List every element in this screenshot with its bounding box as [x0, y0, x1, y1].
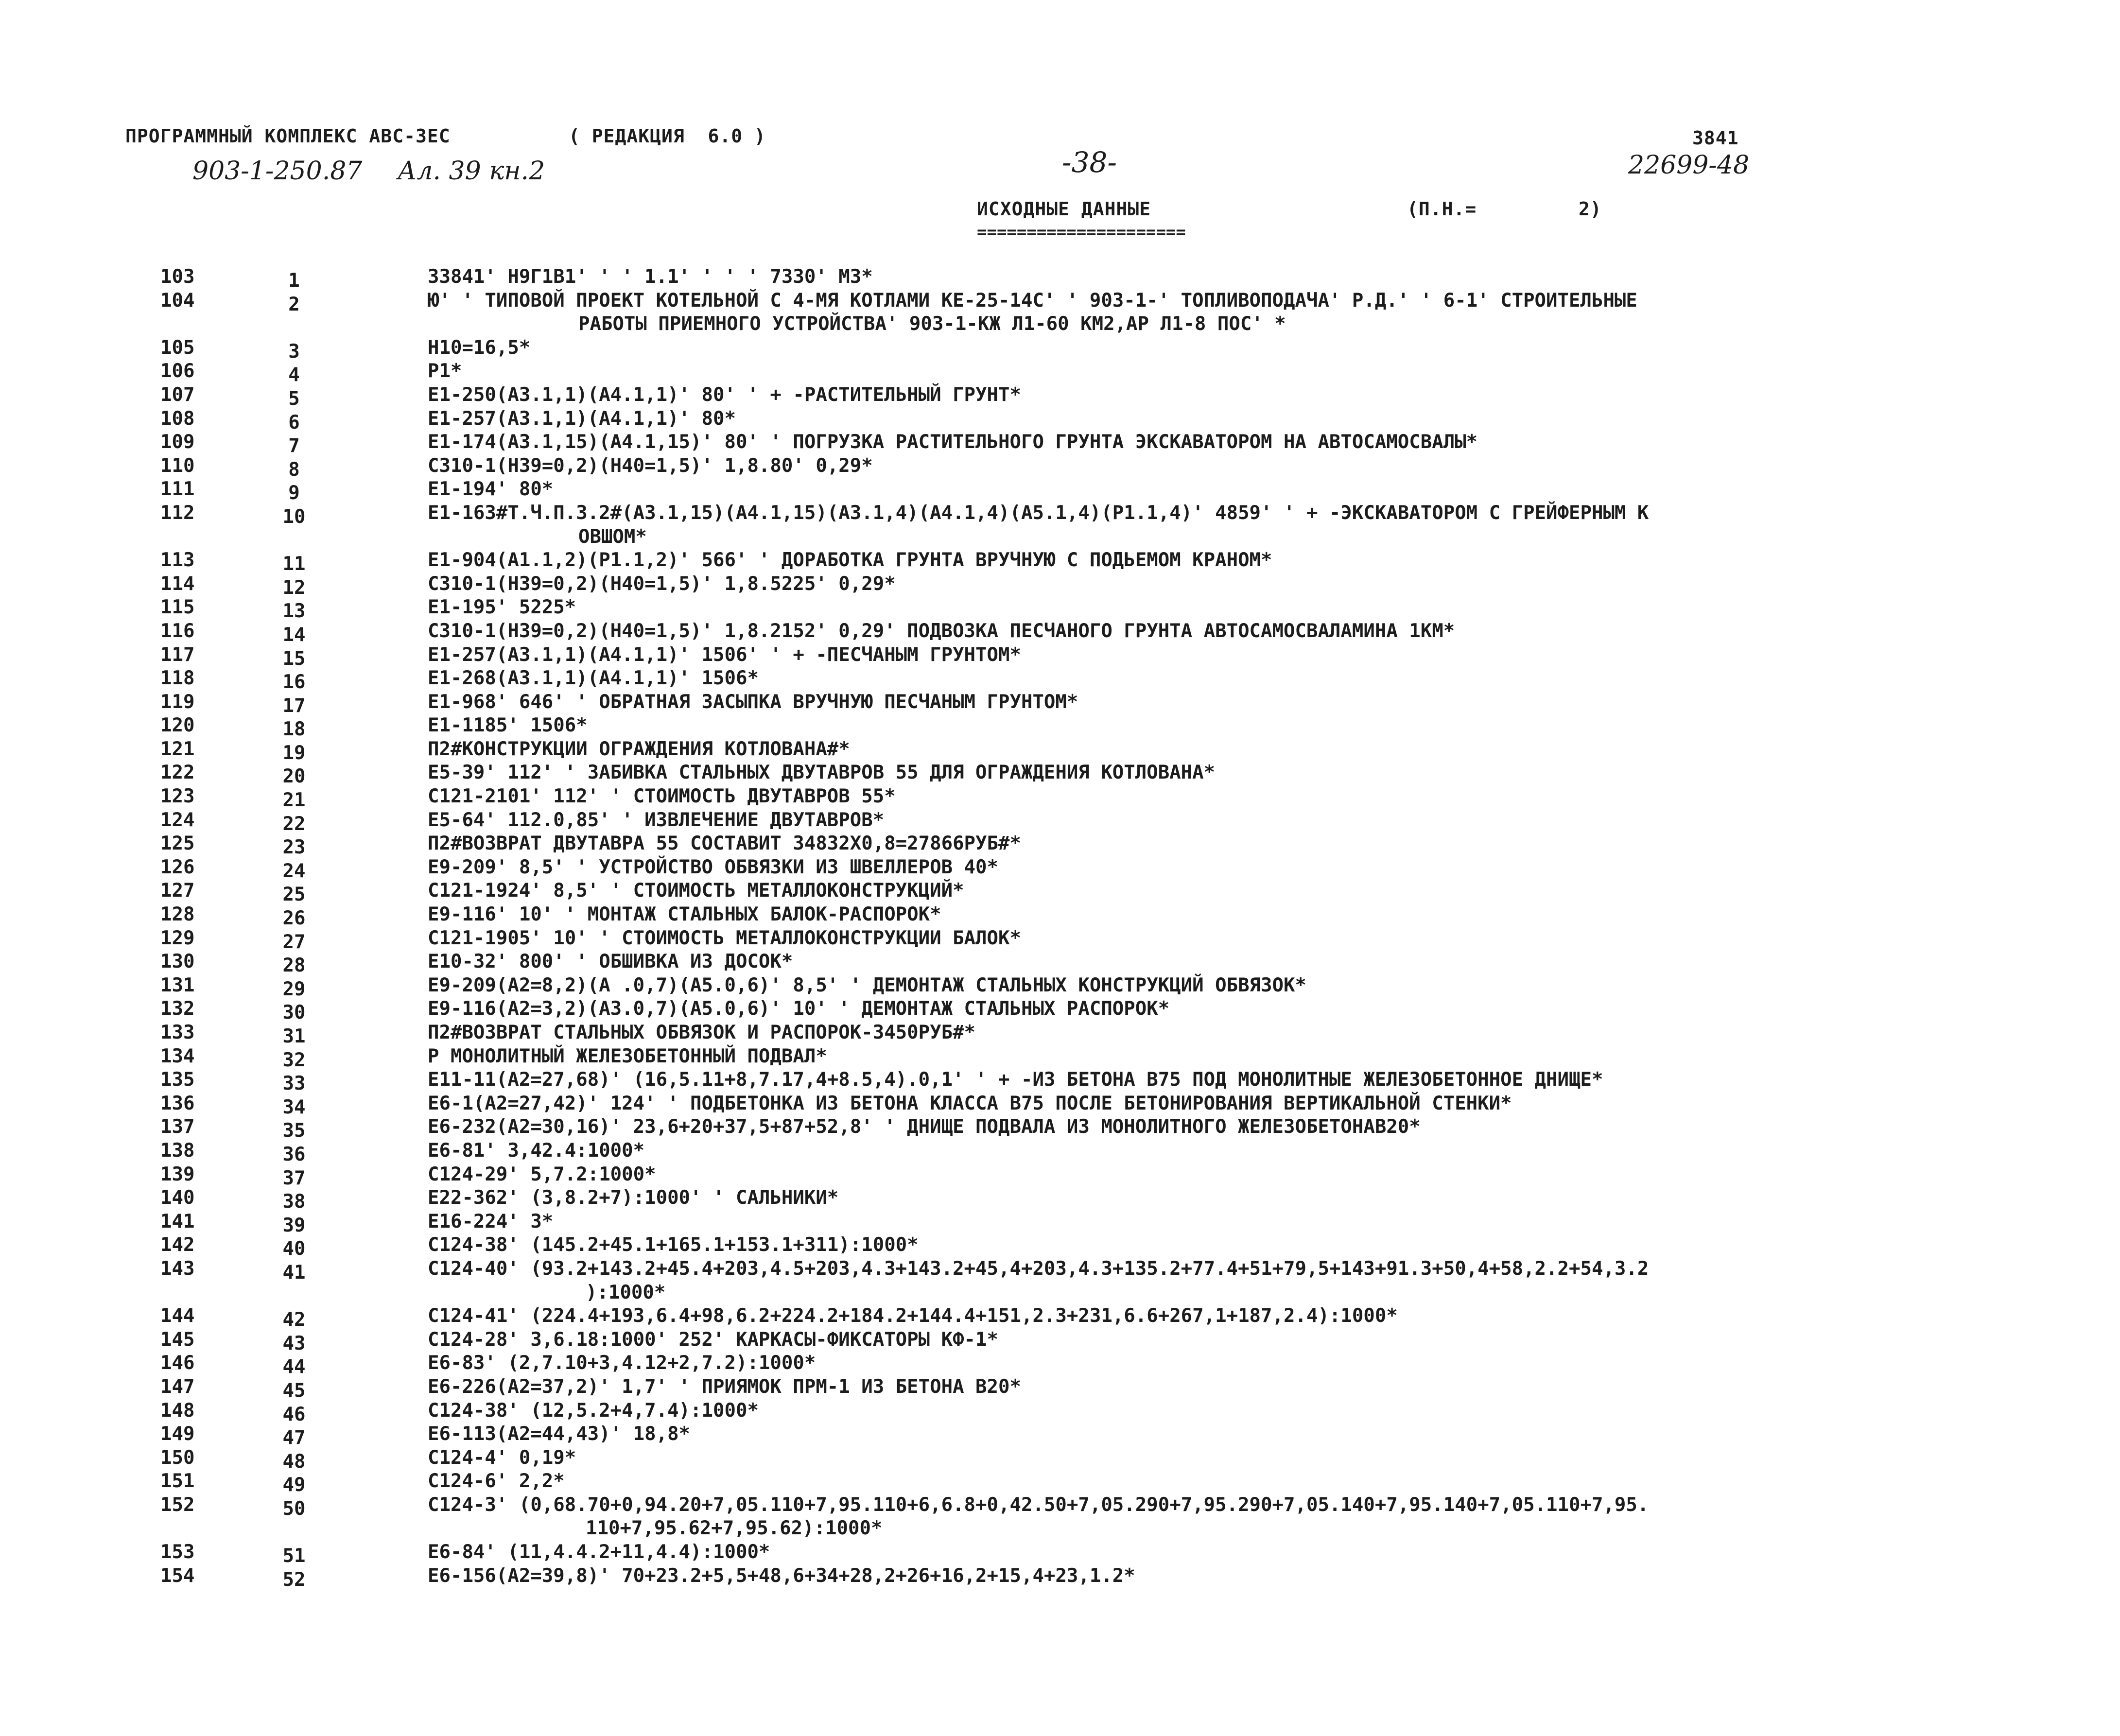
row-sequence-number: 141 [160, 1210, 195, 1233]
row-text: Е1-250(А3.1,1)(А4.1,1)' 80' ' + -РАСТИТЕЛЬНЫЙ ГРУНТ* [428, 383, 1021, 406]
row-text: Е1-163#Т.Ч.П.3.2#(А3.1,15)(А4.1,15)(А3.1,4)(А4.1,4)(А5.1,4)(Р1.1,4)' 4859' ' + -ЭКСКАВАТОРОМ С ГРЕЙФЕРНЫМ К [428, 502, 1649, 524]
listing-row [160, 1564, 2080, 1591]
row-line-number: 36 [282, 1143, 306, 1165]
row-sequence-number: 140 [160, 1187, 195, 1209]
listing-row [160, 903, 2080, 930]
listing-row [160, 1092, 2080, 1116]
row-sequence-number: 154 [160, 1564, 195, 1587]
row-sequence-number: 128 [160, 903, 195, 926]
row-sequence-number: 119 [160, 691, 195, 713]
row-text: С124-40' (93.2+143.2+45.4+203,4.5+203,4.3+143.2+45,4+203,4.3+135.2+77.4+51+79,5+143+91.3+50,4+58,2.2+54,3.2 [428, 1257, 1649, 1280]
row-text: Е5-39' 112' ' ЗАБИВКА СТАЛЬНЫХ ДВУТАВРОВ 55 ДЛЯ ОГРАЖДЕНИЯ КОТЛОВАНА* [428, 762, 1216, 784]
row-text: Е11-11(А2=27,68)' (16,5.11+8,7.17,4+8.5,4).0,1' ' + -ИЗ БЕТОНА В75 ПОД МОНОЛИТНЫЕ ЖЕЛЕЗОБЕТОННОЕ ДНИЩЕ* [428, 1069, 1603, 1091]
row-line-number: 14 [282, 624, 306, 646]
listing-row [160, 1021, 2080, 1045]
row-text: Е1-257(А3.1,1)(А4.1,1)' 1506' ' + -ПЕСЧАНЫМ ГРУНТОМ* [428, 643, 1021, 666]
listing-row [160, 856, 2080, 880]
page-number: 3841 [1692, 127, 1739, 149]
row-line-number: 25 [282, 884, 306, 906]
row-line-number: 50 [282, 1497, 306, 1520]
row-line-number: 15 [282, 647, 306, 670]
row-sequence-number: 124 [160, 809, 195, 831]
row-sequence-number: 135 [160, 1069, 195, 1091]
listing-row [160, 1045, 2080, 1069]
row-text: Е1-904(А1.1,2)(Р1.1,2)' 566' ' ДОРАБОТКА ГРУНТА ВРУЧНУЮ С ПОДЬЕМОМ КРАНОМ* [428, 549, 1272, 572]
listing-row [160, 761, 2080, 788]
row-line-number: 12 [282, 576, 306, 599]
row-sequence-number: 111 [160, 478, 195, 501]
listing-row [160, 478, 2080, 502]
row-line-number: 20 [282, 765, 306, 788]
row-sequence-number: 151 [160, 1470, 195, 1493]
row-sequence-number: 110 [160, 454, 195, 477]
row-sequence-number: 143 [160, 1257, 195, 1280]
row-line-number: 34 [282, 1096, 306, 1118]
row-text: П2#КОНСТРУКЦИИ ОГРАЖДЕНИЯ КОТЛОВАНА#* [428, 738, 850, 760]
listing-row [160, 1375, 2080, 1402]
row-text: С121-1905' 10' ' СТОИМОСТЬ МЕТАЛЛОКОНСТРУКЦИИ БАЛОК* [428, 927, 1021, 949]
listing-row [160, 667, 2080, 694]
row-text: С124-41' (224.4+193,6.4+98,6.2+224.2+184.2+144.4+151,2.3+231,6.6+267,1+187,2.4):1000* [428, 1305, 1398, 1327]
row-text: С121-1924' 8,5' ' СТОИМОСТЬ МЕТАЛЛОКОНСТРУКЦИЙ* [428, 880, 964, 902]
row-text: Е6-83' (2,7.10+3,4.12+2,7.2):1000* [428, 1352, 816, 1374]
row-text: Е6-113(А2=44,43)' 18,8* [428, 1423, 691, 1445]
handwritten-project-code: 903-1-250.87 [192, 156, 363, 186]
row-text: Е1-1185' 1506* [428, 714, 588, 737]
listing-row [160, 1352, 2080, 1378]
listing-row [160, 1068, 2080, 1095]
row-line-number: 22 [282, 813, 306, 835]
row-sequence-number: 116 [160, 620, 195, 642]
row-sequence-number: 109 [160, 431, 195, 453]
row-line-number: 46 [282, 1403, 306, 1425]
row-sequence-number: 127 [160, 880, 195, 902]
row-line-number: 44 [282, 1356, 306, 1378]
listing-row [160, 265, 2080, 292]
row-line-number: 18 [282, 718, 306, 741]
row-sequence-number: 104 [160, 289, 195, 312]
row-text: Е6-156(А2=39,8)' 70+23.2+5,5+48,6+34+28,2+26+16,2+15,4+23,1.2* [428, 1564, 1135, 1587]
row-line-number: 7 [288, 435, 300, 457]
row-sequence-number: 120 [160, 714, 195, 737]
row-line-number: 1 [288, 270, 300, 292]
row-line-number: 9 [288, 482, 300, 504]
listing-row [160, 974, 2080, 998]
row-text: П2#ВОЗВРАТ ДВУТАВРА 55 СОСТАВИТ 34832Х0,8=27866РУБ#* [428, 833, 1021, 855]
row-text: Е6-84' (11,4.4.2+11,4.4):1000* [428, 1541, 770, 1563]
row-text: Е10-32' 800' ' ОБШИВКА ИЗ ДОСОК* [428, 951, 793, 973]
row-sequence-number: 152 [160, 1493, 195, 1516]
listing-row [160, 1470, 2080, 1496]
listing-row [160, 1115, 2080, 1142]
row-sequence-number: 130 [160, 951, 195, 973]
row-text: С124-6' 2,2* [428, 1470, 565, 1493]
row-sequence-number: 145 [160, 1328, 195, 1351]
row-sequence-number: 117 [160, 643, 195, 666]
row-text: С124-38' (12,5.2+4,7.4):1000* [428, 1399, 759, 1422]
row-line-number: 23 [282, 836, 306, 859]
row-line-number: 38 [282, 1191, 306, 1213]
listing-row [160, 714, 2080, 741]
row-line-number: 52 [282, 1568, 306, 1591]
listing-row [160, 454, 2080, 481]
row-sequence-number: 118 [160, 667, 195, 690]
row-sequence-number: 150 [160, 1446, 195, 1469]
row-text: Е22-362' (3,8.2+7):1000' ' САЛЬНИКИ* [428, 1187, 839, 1209]
row-sequence-number: 146 [160, 1352, 195, 1374]
row-line-number: 48 [282, 1450, 306, 1473]
row-text: С121-2101' 112' ' СТОИМОСТЬ ДВУТАВРОВ 55* [428, 785, 896, 808]
listing-row [160, 1328, 2080, 1352]
listing-row [160, 950, 2080, 977]
listing-row [160, 1423, 2080, 1449]
row-line-number: 3 [288, 340, 300, 363]
row-text: Е6-226(А2=37,2)' 1,7' ' ПРИЯМОК ПРМ-1 ИЗ БЕТОНА В20* [428, 1375, 1021, 1398]
row-sequence-number: 126 [160, 856, 195, 878]
handwritten-right-code: 22699-48 [1628, 151, 1750, 180]
row-sequence-number: 138 [160, 1139, 195, 1162]
edition-label: ( РЕДАКЦИЯ 6.0 ) [569, 125, 766, 147]
row-sequence-number: 142 [160, 1234, 195, 1256]
row-continuation: 110+7,95.62+7,95.62):1000* [586, 1517, 883, 1540]
row-text: Е9-116' 10' ' МОНТАЖ СТАЛЬНЫХ БАЛОК-РАСПОРОК* [428, 903, 941, 926]
row-sequence-number: 153 [160, 1541, 195, 1563]
program-name: ПРОГРАММНЫЙ КОМПЛЕКС АВС-3ЕС [125, 125, 451, 147]
row-text: Е1-257(А3.1,1)(А4.1,1)' 80* [428, 407, 736, 430]
row-sequence-number: 121 [160, 738, 195, 760]
row-text: Е1-968' 646' ' ОБРАТНАЯ ЗАСЫПКА ВРУЧНУЮ ПЕСЧАНЫМ ГРУНТОМ* [428, 691, 1078, 713]
row-line-number: 16 [282, 671, 306, 694]
row-sequence-number: 114 [160, 573, 195, 595]
row-text: С310-1(Н39=0,2)(Н40=1,5)' 1,8.80' 0,29* [428, 454, 873, 477]
row-line-number: 29 [282, 978, 306, 1000]
row-line-number: 35 [282, 1120, 306, 1142]
row-sequence-number: 105 [160, 336, 195, 359]
row-text: С124-38' (145.2+45.1+165.1+153.1+311):1000* [428, 1234, 919, 1256]
row-line-number: 11 [282, 553, 306, 575]
row-text: Е6-1(А2=27,42)' 124' ' ПОДБЕТОНКА ИЗ БЕТОНА КЛАССА В75 ПОСЛЕ БЕТОНИРОВАНИЯ ВЕРТИКАЛЬНОЙ СТЕНКИ* [428, 1092, 1512, 1114]
document-title: ИСХОДНЫЕ ДАННЫЕ [977, 198, 1151, 220]
listing-row [160, 1163, 2080, 1187]
row-line-number: 6 [288, 411, 300, 434]
row-sequence-number: 132 [160, 998, 195, 1020]
row-line-number: 33 [282, 1073, 306, 1095]
row-sequence-number: 139 [160, 1163, 195, 1185]
row-sequence-number: 108 [160, 407, 195, 430]
row-line-number: 45 [282, 1379, 306, 1402]
listing-row [160, 549, 2080, 573]
row-sequence-number: 113 [160, 549, 195, 572]
page-center-number: -38- [1062, 146, 1117, 179]
row-sequence-number: 149 [160, 1423, 195, 1445]
row-sequence-number: 131 [160, 974, 195, 996]
row-text: С124-4' 0,19* [428, 1446, 576, 1469]
row-text: Е1-194' 80* [428, 478, 554, 501]
listing-row [160, 360, 2080, 386]
row-line-number: 40 [282, 1238, 306, 1260]
row-text: Е1-174(А3.1,15)(А4.1,15)' 80' ' ПОГРУЗКА РАСТИТЕЛЬНОГО ГРУНТА ЭКСКАВАТОРОМ НА АВТОСАМОСВАЛЫ* [428, 431, 1478, 453]
row-sequence-number: 112 [160, 502, 195, 524]
row-line-number: 17 [282, 694, 306, 717]
listing-row [160, 431, 2080, 457]
row-continuation: ОВШОМ* [578, 525, 647, 548]
row-sequence-number: 133 [160, 1022, 195, 1043]
row-text: С124-29' 5,7.2:1000* [428, 1163, 656, 1185]
row-line-number: 24 [282, 860, 306, 882]
listing-row [160, 1139, 2080, 1163]
listing-row [160, 927, 2080, 951]
pn-label: (П.Н.= [1407, 198, 1477, 220]
listing-row [160, 1304, 2080, 1331]
row-text: Н10=16,5* [428, 336, 531, 359]
row-text: Е6-232(А2=30,16)' 23,6+20+37,5+87+52,8' ' ДНИЩЕ ПОДВАЛА ИЗ МОНОЛИТНОГО ЖЕЛЕЗОБЕТОНАВ20* [428, 1116, 1421, 1138]
listing-row [160, 879, 2080, 906]
row-text: П2#ВОЗВРАТ СТАЛЬНЫХ ОБВЯЗОК И РАСПОРОК-3450РУБ#* [428, 1022, 976, 1043]
row-sequence-number: 129 [160, 927, 195, 949]
row-sequence-number: 125 [160, 833, 195, 855]
row-line-number: 8 [288, 458, 300, 481]
row-text: Е9-116(А2=3,2)(А3.0,7)(А5.0,6)' 10' ' ДЕМОНТАЖ СТАЛЬНЫХ РАСПОРОК* [428, 998, 1170, 1020]
row-text: Р МОНОЛИТНЫЙ ЖЕЛЕЗОБЕТОННЫЙ ПОДВАЛ* [428, 1045, 827, 1067]
row-text: Е9-209' 8,5' ' УСТРОЙСТВО ОБВЯЗКИ ИЗ ШВЕЛЛЕРОВ 40* [428, 856, 998, 878]
row-text: Е9-209(А2=8,2)(А .0,7)(А5.0,6)' 8,5' ' ДЕМОНТАЖ СТАЛЬНЫХ КОНСТРУКЦИЙ ОБВЯЗОК* [428, 974, 1306, 996]
row-line-number: 28 [282, 955, 306, 977]
row-text: 33841' Н9Г1В1' ' ' 1.1' ' ' ' 7330' М3* [428, 266, 873, 288]
row-sequence-number: 106 [160, 360, 195, 382]
row-sequence-number: 147 [160, 1375, 195, 1398]
row-text: Е6-81' 3,42.4:1000* [428, 1139, 645, 1162]
row-sequence-number: 144 [160, 1305, 195, 1327]
row-line-number: 10 [282, 505, 306, 528]
row-line-number: 49 [282, 1474, 306, 1496]
listing-row [160, 502, 2080, 549]
row-sequence-number: 148 [160, 1399, 195, 1422]
row-line-number: 51 [282, 1545, 306, 1567]
row-line-number: 19 [282, 742, 306, 764]
row-sequence-number: 134 [160, 1045, 195, 1067]
listing-row [160, 809, 2080, 833]
row-text: С124-3' (0,68.70+0,94.20+7,05.110+7,95.110+6,6.8+0,42.50+7,05.290+7,95.290+7,05.140+7,95.140+7,05.110+7,95. [428, 1493, 1649, 1516]
row-line-number: 43 [282, 1332, 306, 1354]
row-line-number: 37 [282, 1167, 306, 1189]
listing-row [160, 1541, 2080, 1567]
row-line-number: 31 [282, 1025, 306, 1047]
row-text: Ю' ' ТИПОВОЙ ПРОЕКТ КОТЕЛЬНОЙ С 4-МЯ КОТЛАМИ КЕ-25-14С' ' 903-1-' ТОПЛИВОПОДАЧА' Р.Д.' ' 6-1' СТРОИТЕЛЬНЫЕ [428, 289, 1637, 312]
row-text: Е1-195' 5225* [428, 596, 576, 619]
listing-row [160, 785, 2080, 812]
row-sequence-number: 136 [160, 1092, 195, 1114]
row-text: С310-1(Н39=0,2)(Н40=1,5)' 1,8.5225' 0,29* [428, 573, 896, 595]
row-line-number: 41 [282, 1261, 306, 1284]
listing-row [160, 643, 2080, 670]
row-text: Е1-268(А3.1,1)(А4.1,1)' 1506* [428, 667, 759, 690]
row-continuation: ):1000* [586, 1281, 666, 1303]
row-line-number: 27 [282, 931, 306, 953]
title-underline: ===================== [977, 223, 1186, 242]
row-sequence-number: 123 [160, 785, 195, 808]
row-sequence-number: 115 [160, 596, 195, 619]
row-sequence-number: 107 [160, 383, 195, 406]
listing-row [160, 407, 2080, 434]
row-line-number: 13 [282, 600, 306, 623]
listing-row [160, 832, 2080, 859]
row-line-number: 4 [288, 364, 300, 386]
listing-row [160, 1399, 2080, 1423]
row-line-number: 42 [282, 1309, 306, 1331]
listing-row [160, 289, 2080, 336]
row-text: С310-1(Н39=0,2)(Н40=1,5)' 1,8.2152' 0,29' ПОДВОЗКА ПЕСЧАНОГО ГРУНТА АВТОСАМОСВАЛАМИНА 1КМ* [428, 620, 1455, 642]
listing-row [160, 738, 2080, 762]
row-text: С124-28' 3,6.18:1000' 252' КАРКАСЫ-ФИКСАТОРЫ КФ-1* [428, 1328, 998, 1351]
listing-row [160, 573, 2080, 599]
listing-row [160, 1233, 2080, 1260]
row-line-number: 47 [282, 1427, 306, 1449]
pn-value: 2) [1579, 198, 1602, 220]
row-sequence-number: 103 [160, 266, 195, 288]
listing-row [160, 1257, 2080, 1304]
row-line-number: 32 [282, 1049, 306, 1071]
listing-row [160, 383, 2080, 410]
row-line-number: 2 [288, 293, 300, 315]
handwritten-album-ref: Ал. 39 кн.2 [398, 156, 545, 186]
row-sequence-number: 122 [160, 762, 195, 784]
listing-row [160, 1493, 2080, 1541]
listing-row [160, 1446, 2080, 1473]
listing-row [160, 1186, 2080, 1213]
listing-row [160, 691, 2080, 717]
row-text: Р1* [428, 360, 462, 382]
listing-row [160, 336, 2080, 363]
listing-row [160, 596, 2080, 623]
row-line-number: 26 [282, 907, 306, 930]
row-continuation: РАБОТЫ ПРИЕМНОГО УСТРОЙСТВА' 903-1-КЖ Л1-60 КМ2,АР Л1-8 ПОС' * [578, 313, 1286, 335]
listing-row [160, 1210, 2080, 1234]
row-text: Е16-224' 3* [428, 1210, 554, 1233]
row-sequence-number: 137 [160, 1116, 195, 1138]
row-line-number: 39 [282, 1214, 306, 1236]
input-data-listing [160, 265, 2080, 1591]
row-line-number: 21 [282, 789, 306, 812]
listing-row [160, 997, 2080, 1024]
row-text: Е5-64' 112.0,85' ' ИЗВЛЕЧЕНИЕ ДВУТАВРОВ* [428, 809, 885, 831]
row-line-number: 30 [282, 1002, 306, 1024]
listing-row [160, 620, 2080, 646]
row-line-number: 5 [288, 387, 300, 410]
